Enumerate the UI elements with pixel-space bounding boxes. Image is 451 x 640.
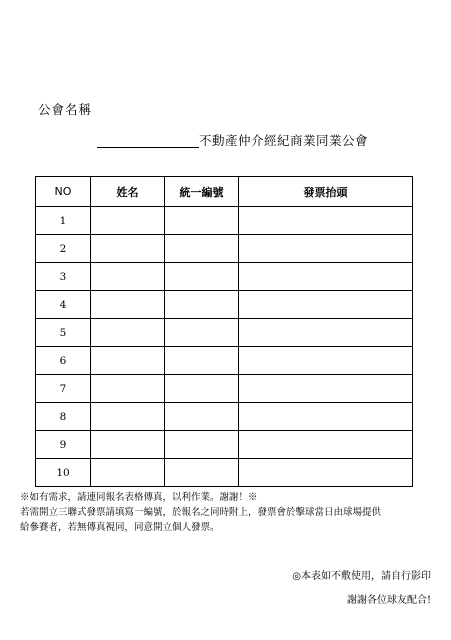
invoice-title-cell[interactable] [239,291,413,319]
row-number-cell: 9 [36,431,91,459]
table-row [36,459,413,487]
table-row [36,319,413,347]
table-row [36,291,413,319]
invoice-title-cell[interactable] [239,375,413,403]
invoice-title-cell[interactable] [239,459,413,487]
invoice-title-cell[interactable] [239,403,413,431]
name-cell[interactable] [91,291,165,319]
row-number-cell: 4 [36,291,91,319]
tax-id-cell[interactable] [165,459,239,487]
association-name: 不動產仲介經紀商業同業公會 [199,133,369,148]
name-cell[interactable] [91,207,165,235]
invoice-title-cell[interactable] [239,235,413,263]
association-name-line [97,128,447,148]
note-invoice-instructions-cont: 給參賽者，若無傳真視同，同意開立個人發票。 [20,522,220,533]
notes [20,490,440,535]
column-header-name: 姓名 [91,177,165,207]
row-number-cell: 2 [36,235,91,263]
table-row [36,263,413,291]
name-cell[interactable] [91,403,165,431]
registration-table [35,176,413,487]
row-number-cell: 6 [36,347,91,375]
table-row [36,207,413,235]
row-number-cell: 7 [36,375,91,403]
row-number-cell: 1 [36,207,91,235]
tax-id-cell[interactable] [165,207,239,235]
row-number-cell: 5 [36,319,91,347]
name-cell[interactable] [91,375,165,403]
tax-id-cell[interactable] [165,431,239,459]
table-header-row [36,177,413,207]
name-cell[interactable] [91,347,165,375]
table-row [36,431,413,459]
row-number-cell: 8 [36,403,91,431]
row-number-cell: 3 [36,263,91,291]
table-row [36,375,413,403]
invoice-title-cell[interactable] [239,207,413,235]
tax-id-cell[interactable] [165,235,239,263]
note-fax-request: ※如有需求，請連同報名表格傳真，以利作業。謝謝！※ [20,492,258,503]
tax-id-cell[interactable] [165,319,239,347]
tax-id-cell[interactable] [165,291,239,319]
column-header-invoice-title: 發票抬頭 [239,177,413,207]
table-row [36,347,413,375]
tax-id-cell[interactable] [165,263,239,291]
name-cell[interactable] [91,319,165,347]
name-cell[interactable] [91,459,165,487]
invoice-title-cell[interactable] [239,347,413,375]
name-cell[interactable] [91,263,165,291]
table-row [36,403,413,431]
row-number-cell: 10 [36,459,91,487]
tax-id-cell[interactable] [165,403,239,431]
note-invoice-instructions: 若需開立三聯式發票請填寫一編號，於報名之同時附上，發票會於擊球當日由球場提供 [20,507,382,518]
footer-copy-note: ◎本表如不敷使用，請自行影印 [292,571,431,582]
footer [292,565,431,613]
tax-id-cell[interactable] [165,375,239,403]
invoice-title-cell[interactable] [239,263,413,291]
name-cell[interactable] [91,431,165,459]
association-blank-underline [97,133,199,148]
table-body [36,207,413,487]
association-label: 公會名稱 [38,102,93,117]
column-header-tax-id: 統一編號 [165,177,239,207]
footer-thanks: 謝謝各位球友配合! [346,595,431,606]
invoice-title-cell[interactable] [239,431,413,459]
invoice-title-cell[interactable] [239,319,413,347]
name-cell[interactable] [91,235,165,263]
table-row [36,235,413,263]
column-header-no: NO [36,177,91,207]
tax-id-cell[interactable] [165,347,239,375]
